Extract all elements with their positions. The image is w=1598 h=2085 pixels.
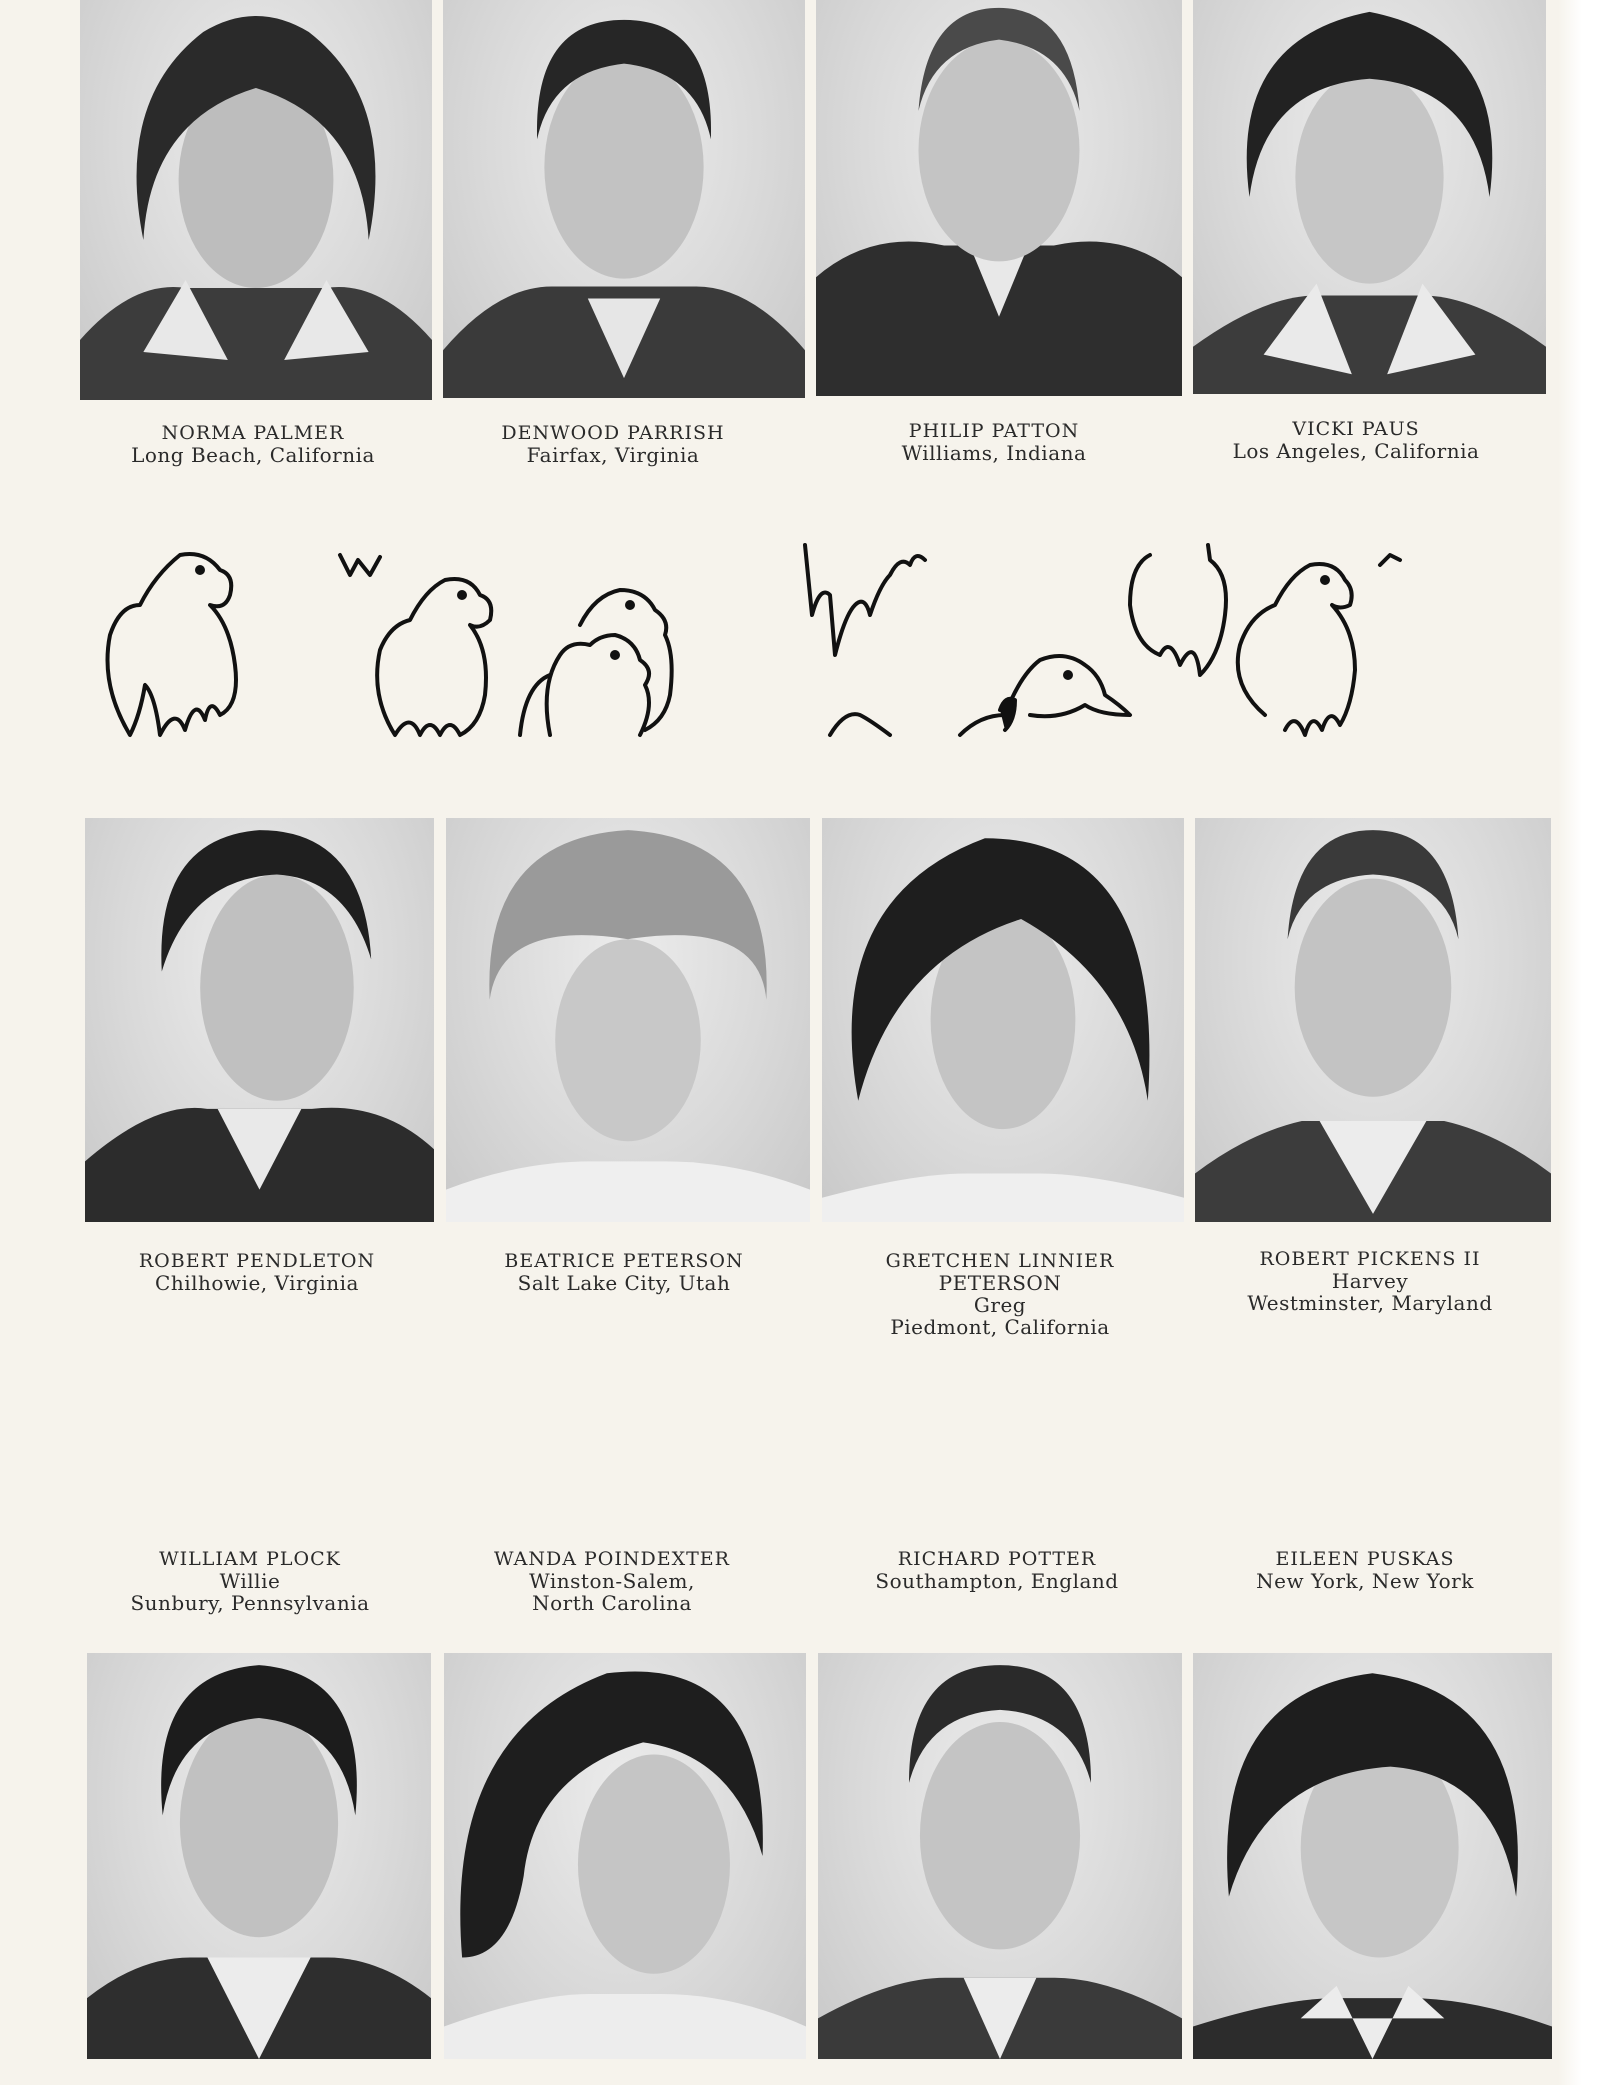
senior-caption <box>444 1250 804 1294</box>
senior-caption <box>817 1548 1177 1592</box>
senior-name: ROBERT PICKENS II <box>1259 1248 1481 1270</box>
senior-detail: Salt Lake City, Utah <box>517 1271 731 1295</box>
senior-detail: Long Beach, California <box>131 443 375 467</box>
senior-name: EILEEN PUSKAS <box>1275 1548 1455 1570</box>
senior-caption <box>77 1250 437 1294</box>
senior-detail: Greg <box>973 1293 1027 1317</box>
eagle-icon <box>108 554 237 735</box>
senior-detail: Los Angeles, California <box>1232 439 1480 463</box>
senior-name: GRETCHEN LINNIER <box>885 1250 1115 1272</box>
eagle-icon <box>960 656 1130 735</box>
senior-detail: Willie <box>219 1569 281 1593</box>
senior-caption <box>70 1548 430 1614</box>
senior-caption <box>814 420 1174 464</box>
senior-detail: Piedmont, California <box>890 1315 1110 1339</box>
senior-name: DENWOOD PARRISH <box>501 422 725 444</box>
senior-detail: Chilhowie, Virginia <box>155 1271 359 1295</box>
senior-name: VICKI PAUS <box>1292 418 1420 440</box>
page-edge <box>1558 0 1598 2085</box>
portrait-photo <box>443 0 805 398</box>
portrait-photo <box>80 0 432 400</box>
senior-detail: Sunbury, Pennsylvania <box>130 1591 370 1615</box>
senior-detail: New York, New York <box>1256 1569 1474 1593</box>
portrait-photo <box>1195 818 1551 1222</box>
portrait-photo <box>1193 0 1546 394</box>
portrait-photo <box>818 1653 1182 2059</box>
eagle-drawings <box>100 535 1500 745</box>
senior-caption <box>1185 1548 1545 1592</box>
eagle-icon <box>1130 545 1355 735</box>
portrait-photo <box>85 818 434 1222</box>
senior-detail: Westminster, Maryland <box>1247 1291 1493 1315</box>
senior-detail: North Carolina <box>532 1591 692 1615</box>
senior-detail: Winston-Salem, <box>529 1569 695 1593</box>
senior-name: BEATRICE PETERSON <box>504 1250 744 1272</box>
senior-name: WILLIAM PLOCK <box>159 1548 341 1570</box>
senior-detail: Williams, Indiana <box>901 441 1087 465</box>
senior-caption <box>73 422 433 466</box>
senior-caption <box>432 1548 792 1614</box>
senior-detail: Southampton, England <box>875 1569 1119 1593</box>
portrait-photo <box>87 1653 431 2059</box>
eagle-icon <box>520 590 672 735</box>
senior-caption <box>820 1250 1180 1338</box>
senior-detail: Fairfax, Virginia <box>526 443 700 467</box>
senior-detail: Harvey <box>1331 1269 1409 1293</box>
senior-caption <box>433 422 793 466</box>
portrait-photo <box>444 1653 806 2059</box>
senior-caption <box>1176 418 1536 462</box>
senior-name: PHILIP PATTON <box>908 420 1080 442</box>
senior-detail: PETERSON <box>938 1271 1062 1295</box>
portrait-photo <box>822 818 1184 1222</box>
senior-name: NORMA PALMER <box>161 422 345 444</box>
eagle-icon <box>377 579 491 735</box>
senior-name: RICHARD POTTER <box>897 1548 1097 1570</box>
portrait-photo <box>446 818 810 1222</box>
portrait-photo <box>816 0 1182 396</box>
senior-caption <box>1190 1248 1550 1314</box>
senior-name: WANDA POINDEXTER <box>494 1548 730 1570</box>
portrait-photo <box>1193 1653 1552 2059</box>
senior-name: ROBERT PENDLETON <box>138 1250 376 1272</box>
